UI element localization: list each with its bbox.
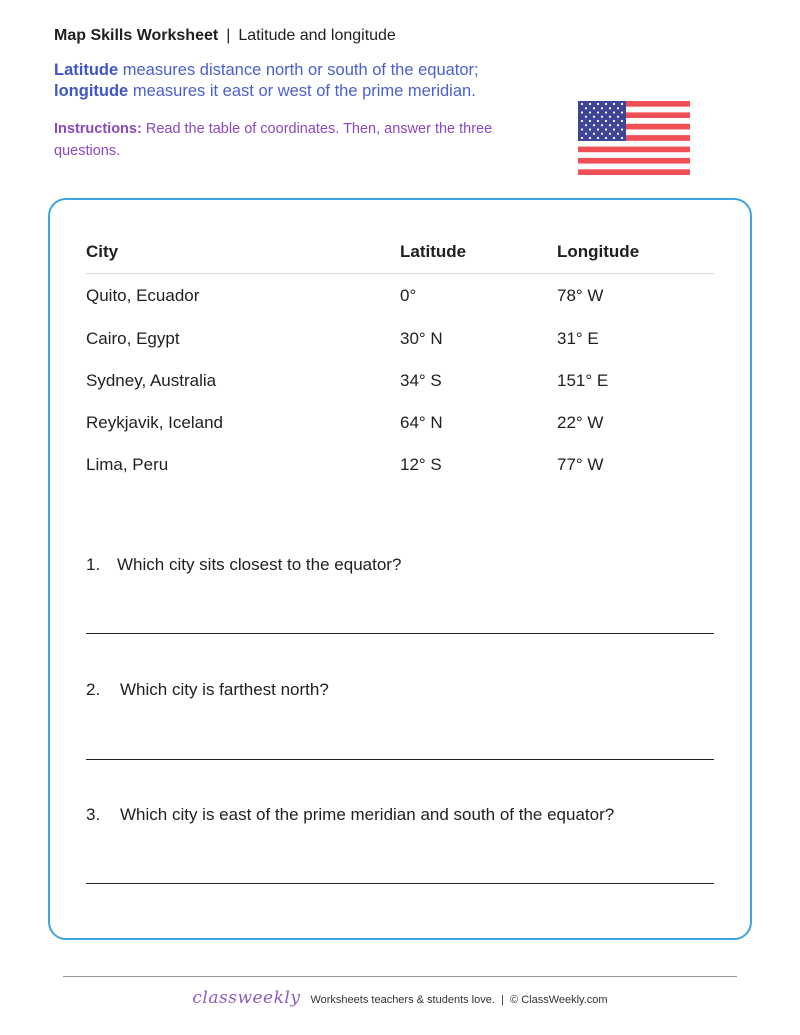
footer-copyright: © ClassWeekly.com — [510, 994, 608, 1006]
city-cell: Lima, Peru — [86, 455, 169, 474]
latitude-cell: 12° S — [400, 455, 442, 474]
question-number: 2. — [86, 680, 101, 699]
instructions-label: Instructions: — [54, 121, 142, 137]
city-cell: Reykjavik, Iceland — [86, 413, 224, 432]
city-cell: Sydney, Australia — [86, 371, 217, 390]
table-header-row — [86, 232, 714, 273]
question-number: 3. — [86, 805, 101, 824]
longitude-cell: 31° E — [557, 329, 599, 348]
footer-separator: | — [501, 994, 504, 1006]
us-flag-icon — [578, 101, 690, 175]
longitude-cell: 151° E — [557, 371, 609, 390]
worksheet-title: Map Skills Worksheet — [54, 27, 219, 44]
answer-line-3[interactable] — [86, 883, 714, 884]
table-row — [86, 273, 714, 318]
footer-divider — [63, 976, 737, 977]
question-text: Which city is farthest north? — [120, 680, 329, 699]
coordinates-table — [86, 232, 714, 486]
intro-text — [54, 60, 554, 102]
longitude-cell: 22° W — [557, 413, 604, 432]
brand-logo: classweekly — [192, 988, 301, 1008]
longitude-term: longitude — [54, 82, 129, 100]
longitude-cell: 77° W — [557, 455, 604, 474]
answer-line-1[interactable] — [86, 633, 714, 634]
longitude-cell: 78° W — [557, 285, 604, 305]
answer-line-2[interactable] — [86, 759, 714, 760]
column-header-city: City — [86, 232, 400, 273]
table-row — [86, 402, 714, 444]
question-1 — [86, 555, 714, 575]
latitude-cell: 64° N — [400, 413, 443, 432]
question-3 — [86, 805, 714, 825]
latitude-term: Latitude — [54, 61, 119, 79]
latitude-cell: 34° S — [400, 371, 442, 390]
latitude-definition: measures distance north or south of the equator; — [118, 61, 479, 79]
column-header-latitude: Latitude — [400, 232, 557, 273]
footer-tagline: Worksheets teachers & students love. — [310, 994, 495, 1006]
longitude-definition: measures it east or west of the prime meridian. — [128, 82, 476, 100]
worksheet-subtitle: Latitude and longitude — [238, 27, 396, 44]
city-cell: Cairo, Egypt — [86, 329, 180, 348]
page-footer — [0, 988, 800, 1008]
question-number: 1. — [86, 555, 101, 574]
table-row — [86, 318, 714, 360]
instructions — [54, 118, 504, 162]
table-row — [86, 444, 714, 486]
page-header — [54, 27, 396, 45]
header-separator: | — [226, 27, 231, 44]
question-text: Which city is east of the prime meridian and south of the equator? — [120, 805, 615, 824]
question-2 — [86, 680, 714, 700]
question-text: Which city sits closest to the equator? — [117, 555, 402, 574]
column-header-longitude: Longitude — [557, 232, 714, 273]
latitude-cell: 0° — [400, 285, 417, 305]
instructions-text: Read the table of coordinates. Then, answer the three questions. — [54, 121, 493, 159]
latitude-cell: 30° N — [400, 329, 443, 348]
table-row — [86, 360, 714, 402]
city-cell: Quito, Ecuador — [86, 285, 200, 305]
